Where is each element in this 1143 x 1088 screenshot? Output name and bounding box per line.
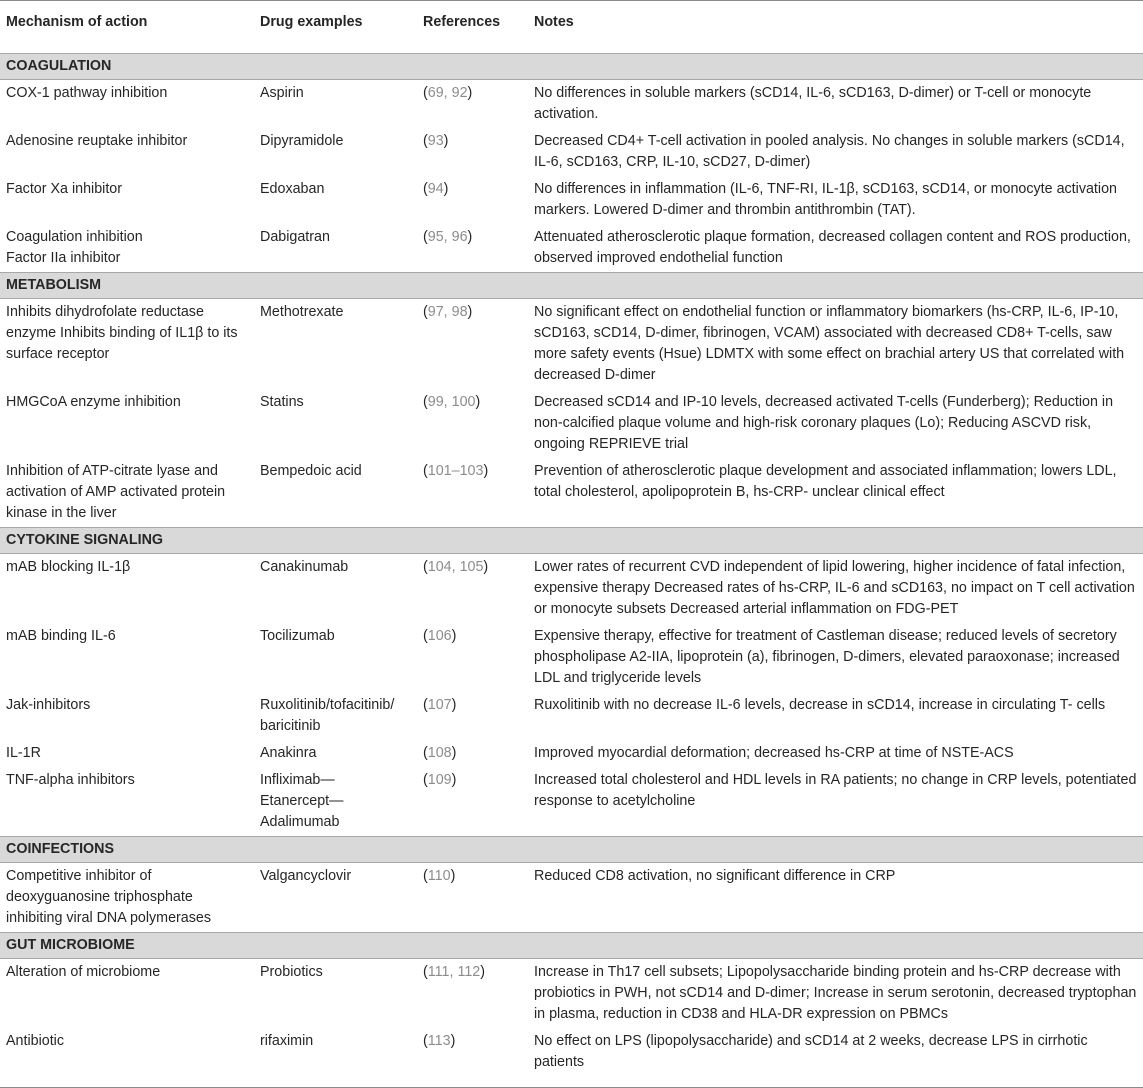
mechanism-cell: TNF-alpha inhibitors [6, 772, 135, 788]
reference-cell: (95, 96) [423, 229, 473, 245]
mechanism-cell: Inhibition of ATP-citrate lyase and activation of AMP activated protein kinase in the liver [6, 463, 226, 521]
reference-link[interactable]: 110 [427, 868, 451, 884]
header-notes: Notes [534, 14, 574, 30]
reference-cell: (93) [423, 133, 449, 149]
drug-cell: Edoxaban [260, 181, 325, 197]
notes-cell: Reduced CD8 activation, no significant difference in CRP [534, 868, 896, 884]
reference-link[interactable]: 106 [427, 628, 452, 644]
drug-cell: Dipyramidole [260, 133, 344, 149]
notes-cell: Increase in Th17 cell subsets; Lipopolysaccharide binding protein and hs-CRP decrease with probiotics in PWH, not sCD14 and D-dimer; Increase in serum serotonin, decreased tryptophan in plasma, reduction in CD38 and HLA-DR expression on PBMCs [534, 964, 1137, 1022]
table-row [0, 458, 1143, 528]
reference-link[interactable]: 109 [427, 772, 452, 788]
reference-cell: (110) [423, 868, 456, 884]
table-row [0, 80, 1143, 129]
section-row [0, 933, 1143, 959]
table-row [0, 554, 1143, 624]
drug-cell: Tocilizumab [260, 628, 335, 644]
reference-cell: (69, 92) [423, 85, 473, 101]
reference-cell: (106) [423, 628, 457, 644]
reference-cell: (97, 98) [423, 304, 473, 320]
drug-cell: Probiotics [260, 964, 323, 980]
notes-cell: Improved myocardial deformation; decreased hs-CRP at time of NSTE-ACS [534, 745, 1014, 761]
notes-cell: Lower rates of recurrent CVD independent of lipid lowering, higher incidence of fatal infection, expensive therapy Decreased rates of hs-CRP, IL-6 and sCD163, no impact on T cell activation or monocyte subsets Decreased arterial inflammation on FDG-PET [534, 559, 1135, 617]
drug-cell: Ruxolitinib/tofacitinib/ baricitinib [260, 697, 395, 734]
reference-link[interactable]: 97, 98 [427, 304, 468, 320]
table-row [0, 767, 1143, 837]
mechanism-cell: Inhibits dihydrofolate reductase enzyme Inhibits binding of IL1β to its surface receptor [6, 304, 238, 362]
mechanism-cell: Adenosine reuptake inhibitor [6, 133, 188, 149]
mechanism-cell: Factor Xa inhibitor [6, 181, 123, 197]
reference-link[interactable]: 111, 112 [427, 964, 481, 980]
section-row [0, 528, 1143, 554]
mechanism-cell: Jak-inhibitors [6, 697, 91, 713]
reference-cell: (108) [423, 745, 457, 761]
table-row [0, 863, 1143, 933]
table-row [0, 1028, 1143, 1088]
reference-cell: (113) [417, 1028, 528, 1088]
notes-cell: Decreased sCD14 and IP-10 levels, decreased activated T-cells (Funderberg); Reduction in non-calcified plaque volume and high-risk coronary plaques (Lo); Reducing ASCVD risk, ongoing REPRIEVE trial [534, 394, 1114, 452]
section-title: COAGULATION [0, 54, 1143, 80]
notes-cell: Increased total cholesterol and HDL levels in RA patients; no change in CRP levels, potentiated response to acetylcholine [534, 772, 1137, 809]
reference-link[interactable]: 101–103 [427, 463, 484, 479]
reference-cell: (104, 105) [423, 559, 489, 575]
drug-cell: Infliximab— Etanercept— Adalimumab [260, 772, 344, 830]
reference-link[interactable]: 107 [427, 697, 452, 713]
section-title: METABOLISM [0, 273, 1143, 299]
table-row [0, 740, 1143, 767]
table-row [0, 623, 1143, 692]
table-body [0, 54, 1143, 1088]
notes-cell: No differences in soluble markers (sCD14, IL-6, sCD163, D-dimer) or T-cell or monocyte activation. [534, 85, 1092, 122]
table-row [0, 692, 1143, 740]
drug-cell: Anakinra [260, 745, 317, 761]
header-drugs: Drug examples [260, 14, 363, 30]
notes-cell: Decreased CD4+ T-cell activation in pooled analysis. No changes in soluble markers (sCD14, IL-6, sCD163, CRP, IL-10, sCD27, D-dimer) [534, 133, 1125, 170]
drug-cell: Bempedoic acid [260, 463, 362, 479]
drug-cell: Dabigatran [260, 229, 330, 245]
notes-cell: No effect on LPS (lipopolysaccharide) and sCD14 at 2 weeks, decrease LPS in cirrhotic patients [528, 1028, 1143, 1088]
section-row [0, 54, 1143, 80]
table-row [0, 128, 1143, 176]
drug-cell: Valgancyclovir [260, 868, 352, 884]
reference-cell: (99, 100) [423, 394, 481, 410]
mechanism-cell: Alteration of microbiome [6, 964, 161, 980]
mechanism-cell: mAB binding IL-6 [6, 628, 116, 644]
mechanism-cell: Coagulation inhibition Factor IIa inhibitor [6, 229, 143, 266]
drug-cell: Aspirin [260, 85, 304, 101]
reference-link[interactable]: 99, 100 [427, 394, 476, 410]
notes-cell: Ruxolitinib with no decrease IL-6 levels, decrease in sCD14, increase in circulating T- cells [534, 697, 1106, 713]
reference-link[interactable]: 93 [427, 133, 444, 149]
header-references: References [423, 14, 501, 30]
header-mechanism: Mechanism of action [6, 14, 148, 30]
reference-cell: (101–103) [423, 463, 489, 479]
reference-cell: (111, 112) [423, 964, 485, 980]
mechanism-cell: mAB blocking IL-1β [6, 559, 131, 575]
drug-cell: Methotrexate [260, 304, 344, 320]
header-row [0, 1, 1143, 54]
notes-cell: Prevention of atherosclerotic plaque development and associated inflammation; lowers LDL, total cholesterol, apolipoprotein B, hs-CRP- unclear clinical effect [534, 463, 1117, 500]
table-row [0, 389, 1143, 458]
section-title: COINFECTIONS [0, 837, 1143, 863]
mechanism-cell: IL-1R [6, 745, 41, 761]
reference-link[interactable]: 108 [427, 745, 452, 761]
section-title: CYTOKINE SIGNALING [0, 528, 1143, 554]
table-row [0, 959, 1143, 1029]
reference-link[interactable]: 69, 92 [427, 85, 468, 101]
notes-cell: Expensive therapy, effective for treatment of Castleman disease; reduced levels of secretory phospholipase A2-IIA, lipoprotein (a), fibrinogen, D-dimers, elevated paraoxonase; increased LDL and triglyceride levels [534, 628, 1120, 686]
section-title: GUT MICROBIOME [0, 933, 1143, 959]
notes-cell: No significant effect on endothelial function or inflammatory biomarkers (hs-CRP, IL-6, IP-10, sCD163, sCD14, D-dimer, fibrinogen, VCAM) associated with decreased CD8+ T-cells, saw more safety events (Hsue) LDMTX with some effect on brachial artery US that correlated with decreased D-dimer [534, 304, 1125, 383]
mechanism-cell: Competitive inhibitor of deoxyguanosine triphosphate inhibiting viral DNA polymerases [6, 868, 212, 926]
drug-cell: rifaximin [254, 1028, 417, 1088]
reference-link[interactable]: 113 [427, 1033, 451, 1049]
mechanism-cell: HMGCoA enzyme inhibition [6, 394, 181, 410]
reference-cell: (94) [423, 181, 449, 197]
table-row [0, 299, 1143, 390]
drug-cell: Statins [260, 394, 304, 410]
notes-cell: No differences in inflammation (IL-6, TNF-RI, IL-1β, sCD163, sCD14, or monocyte activation markers. Lowered D-dimer and thrombin antithrombin (TAT). [534, 181, 1117, 218]
table-row [0, 224, 1143, 273]
section-row [0, 837, 1143, 863]
reference-link[interactable]: 104, 105 [427, 559, 484, 575]
drug-cell: Canakinumab [260, 559, 349, 575]
table-row [0, 176, 1143, 224]
section-row [0, 273, 1143, 299]
reference-link[interactable]: 95, 96 [427, 229, 468, 245]
mechanism-cell: Antibiotic [0, 1028, 254, 1088]
reference-cell: (109) [423, 772, 457, 788]
notes-cell: Attenuated atherosclerotic plaque formation, decreased collagen content and ROS production, observed improved endothelial function [534, 229, 1131, 266]
mechanism-cell: COX-1 pathway inhibition [6, 85, 168, 101]
reference-link[interactable]: 94 [427, 181, 444, 197]
reference-cell: (107) [423, 697, 457, 713]
